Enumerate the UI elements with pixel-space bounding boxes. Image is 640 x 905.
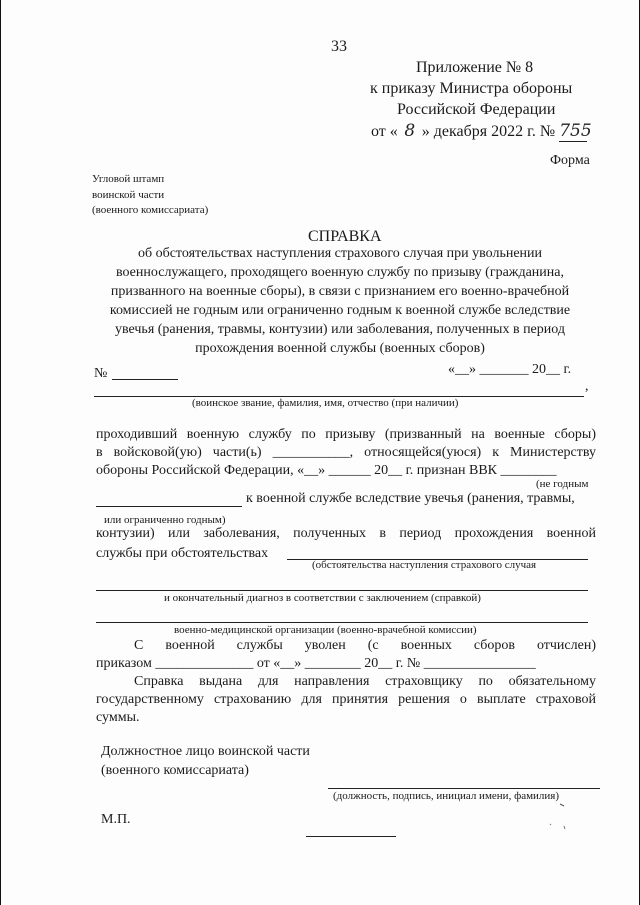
stamp-line-1: Угловой штамп [92, 173, 165, 185]
date-suffix: » декабря 2022 г. № [421, 123, 556, 140]
subtitle-line: об обстоятельствах наступления страхового случая при увольнении [137, 246, 543, 261]
subtitle-line: военнослужащего, проходящего военную службу по призыву (гражданина, [116, 265, 564, 280]
appendix-date [371, 121, 592, 142]
body-line-6: службы при обстоятельствах [96, 546, 269, 561]
circumstances-caption: (обстоятельства наступления страхового случая [312, 559, 537, 571]
document-title: СПРАВКА [308, 228, 382, 245]
stamp-line-2: воинской части [92, 189, 165, 201]
body-line-5: контузии) или заболевания, полученных в период прохождения военной [96, 526, 596, 541]
body-line-1: проходивший военную службу по призыву (призванный на военные сборы) [96, 427, 596, 442]
note-unfit: (не годным [536, 478, 589, 490]
subtitle-line: увечья (ранения, травмы, контузии) или заболевания, полученных в период [115, 322, 565, 337]
diagnosis-caption: и окончательный диагноз в соответствии с заключением (справкой) [164, 592, 481, 604]
body-line-10: государственному страхованию для принятия решения о выплате страховой [96, 692, 596, 707]
diagnosis-field-line [96, 590, 588, 591]
official-line-1: Должностное лицо воинской части [101, 744, 310, 759]
seal-line [306, 836, 396, 837]
form-label: Форма [550, 153, 590, 168]
official-line-2: (военного комиссариата) [101, 763, 249, 778]
vvk-field-line [96, 622, 588, 623]
number-label: № [94, 366, 108, 381]
body-line-11: суммы. [96, 710, 140, 725]
body-line-4: к военной службе вследствие увечья (ранения, травмы, [246, 491, 575, 506]
date-field: «__» _______ 20__ г. [448, 362, 572, 377]
subtitle-line: комиссией не годным или ограниченно годным к военной службе вследствие [109, 303, 571, 318]
page-number: 33 [331, 38, 347, 55]
body-line-2: в войсковой(ую) части(ь) ___________, относящейся(уюся) к Министерству [96, 445, 596, 460]
name-caption: (воинское звание, фамилия, имя, отчество (при наличии) [192, 397, 459, 409]
date-prefix: от « [371, 123, 398, 140]
appendix-order-ref: к приказу Министра обороны [370, 80, 573, 97]
appendix-org: Российской Федерации [397, 101, 556, 118]
official-signature-line [328, 788, 600, 789]
order-number-handwritten: 755 [559, 121, 592, 141]
subtitle-line: призванного на военные сборы), в связи с признанием его военно-врачебной [110, 284, 570, 299]
body-line-7: С военной службы уволен (с военных сборов отчислен) [134, 638, 596, 653]
subtitle-line: прохождения военной службы (военных сборов) [195, 341, 485, 356]
official-caption: (должность, подпись, инициал имени, фамилия) [333, 790, 560, 802]
note-limited: или ограниченно годным) [104, 514, 226, 526]
document-subtitle [96, 244, 584, 358]
body-line-3: обороны Российской Федерации, «__» ______ 20__ г. признан ВВК ________ [96, 463, 557, 478]
fitness-field-line [96, 506, 242, 507]
vvk-caption: военно-медицинской организации (военно-врачебной комиссии) [174, 624, 477, 636]
seal-label: М.П. [101, 812, 131, 827]
appendix-title: Приложение № 8 [416, 59, 534, 76]
body-line-8: приказом ______________ от «__» ________ 20__ г. № ________________ [96, 656, 536, 671]
scan-border-left [0, 0, 1, 905]
body-line-9: Справка выдана для направления страховщику по обязательному [134, 674, 596, 689]
comma: , [585, 379, 589, 394]
scan-marks [520, 800, 570, 840]
date-day-handwritten: 8 [404, 121, 416, 141]
number-field-line [112, 379, 178, 380]
stamp-line-3: (военного комиссариата) [92, 204, 209, 216]
